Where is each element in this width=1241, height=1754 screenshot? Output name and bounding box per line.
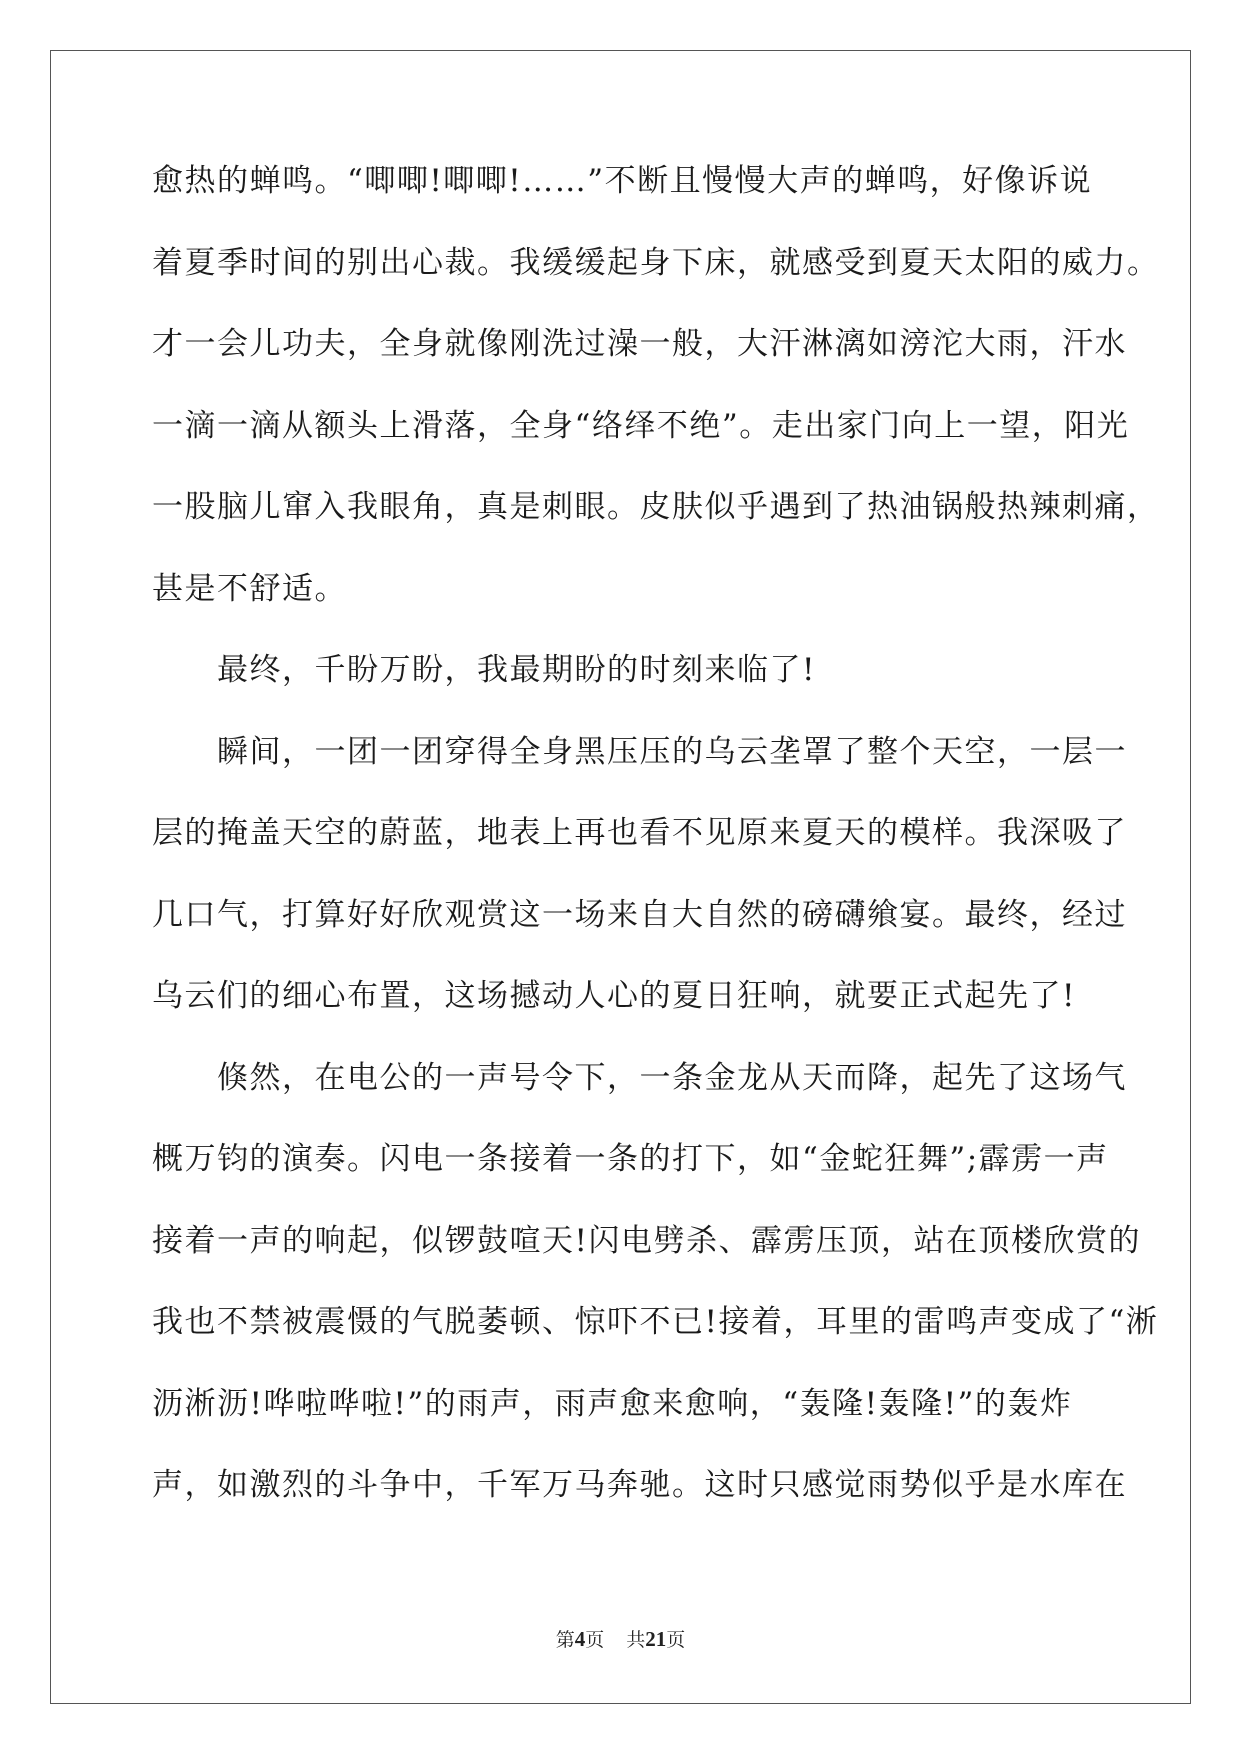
text-line: 一股脑儿窜入我眼角，真是刺眼。皮肤似乎遇到了热油锅般热辣刺痛， (152, 489, 1160, 525)
paragraph-start-line: 最终，千盼万盼，我最期盼的时刻来临了! (217, 652, 816, 688)
paragraph-start-line: 瞬间，一团一团穿得全身黑压压的乌云垄罩了整个天空，一层一 (217, 733, 1127, 770)
paragraph-start-line: 倏然，在电公的一声号令下，一条金龙从天而降，起先了这场气 (217, 1059, 1127, 1096)
page-footer (0, 1625, 1241, 1652)
text-line: 概万钧的演奏。闪电一条接着一条的打下，如“金蛇狂舞”;霹雳一声 (152, 1141, 1109, 1177)
text-line: 愈热的蝉鸣。“唧唧!唧唧!……”不断且慢慢大声的蝉鸣，好像诉说 (152, 163, 1093, 199)
text-line: 接着一声的响起，似锣鼓喧天!闪电劈杀、霹雳压顶，站在顶楼欣赏的 (152, 1222, 1141, 1259)
text-line: 沥淅沥!哗啦哗啦!”的雨声，雨声愈来愈响，“轰隆!轰隆!”的轰炸 (152, 1385, 1073, 1422)
text-line: 甚是不舒适。 (152, 570, 347, 607)
total-pages: 21 (645, 1627, 667, 1651)
text-line: 才一会儿功夫，全身就像刚洗过澡一般，大汗淋漓如滂沱大雨，汗水 (152, 326, 1127, 362)
page-number: 4 (574, 1627, 586, 1651)
page-suffix: 页 (585, 1629, 605, 1651)
text-line: 乌云们的细心布置，这场撼动人心的夏日狂响，就要正式起先了! (152, 978, 1076, 1014)
text-line: 几口气，打算好好欣观赏这一场来自大自然的磅礴飨宴。最终，经过 (152, 896, 1127, 933)
text-line: 着夏季时间的别出心裁。我缓缓起身下床，就感受到夏天太阳的威力。 (152, 244, 1160, 281)
text-line: 我也不禁被震慑的气脱萎顿、惊吓不已!接着，耳里的雷鸣声变成了“淅 (152, 1304, 1159, 1340)
page-prefix: 第 (555, 1629, 575, 1651)
text-line: 声，如激烈的斗争中，千军万马奔驰。这时只感觉雨势似乎是水库在 (152, 1467, 1127, 1503)
total-suffix: 页 (666, 1629, 686, 1651)
text-line: 一滴一滴从额头上滑落，全身“络绎不绝”。走出家门向上一望，阳光 (152, 407, 1130, 444)
document-body (152, 163, 1160, 1552)
total-prefix: 共 (626, 1629, 646, 1651)
text-line: 层的掩盖天空的蔚蓝，地表上再也看不见原来夏天的模样。我深吸了 (152, 815, 1127, 851)
